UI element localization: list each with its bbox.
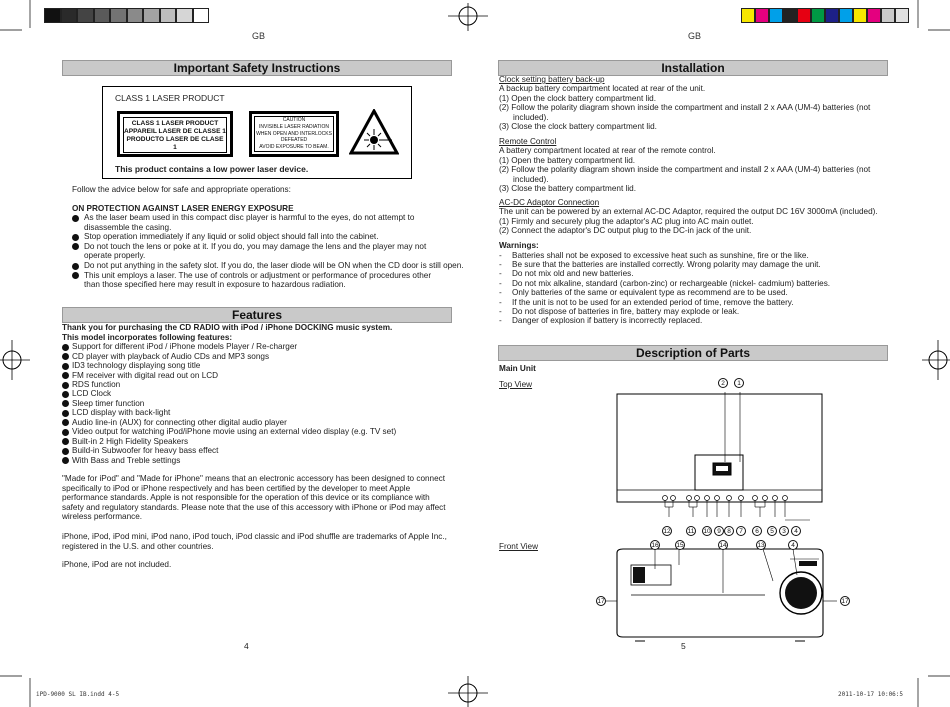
made-for-line: safety and regulatory standards. Please note that the use of this accessory with iPhone or iPod may affect	[62, 502, 446, 512]
clock-line: (3) Close the clock battery compartment lid.	[499, 122, 657, 131]
feature-item: FM receiver with digital read out on LCD	[72, 370, 219, 380]
features-intro-2: This model incorporates following features:	[62, 332, 233, 342]
warning-item: Do not mix old and new batteries.	[512, 269, 634, 279]
features-section-header: Features	[62, 307, 452, 323]
features-intro-1: Thank you for purchasing the CD RADIO with iPod / iPhone DOCKING music system.	[62, 323, 393, 332]
feature-item: CD player with playback of Audio CDs and MP3 songs	[72, 351, 270, 361]
safety-section-header: Important Safety Instructions	[62, 60, 452, 76]
warning-item: Only batteries of the same or equivalent type as recommend are to be used.	[512, 288, 788, 298]
laser-class-label: CLASS 1 LASER PRODUCT	[115, 93, 225, 103]
protection-item-line: As the laser beam used in this compact disc player is harmful to the eyes, do not attempt to	[84, 213, 415, 222]
callout-4-front: 4	[788, 540, 798, 550]
feature-item: ID3 technology displaying song title	[72, 361, 201, 371]
bullet-dot	[62, 363, 69, 370]
gray-swatch	[110, 8, 127, 23]
bullet-dot	[62, 344, 69, 351]
protection-title: ON PROTECTION AGAINST LASER ENERGY EXPOSURE	[72, 204, 294, 213]
warning-dash: -	[499, 288, 502, 298]
color-swatch	[867, 8, 881, 23]
clock-backup-title: Clock setting battery back-up	[499, 75, 605, 84]
warning-dash: -	[499, 297, 502, 307]
color-swatch	[769, 8, 783, 23]
warning-item: Danger of explosion if battery is incorrectly replaced.	[512, 316, 703, 326]
gray-swatch	[193, 8, 210, 23]
color-swatch	[853, 8, 867, 23]
gray-swatch	[127, 8, 144, 23]
callout-6: 6	[752, 526, 762, 536]
gray-swatch	[61, 8, 78, 23]
laser-caution-sticker	[249, 111, 339, 157]
made-for-line: wireless performance.	[62, 512, 143, 521]
laser-class-line-fr: APPAREIL LASER DE CLASSE 1	[124, 128, 226, 135]
bullet-dot	[62, 382, 69, 389]
top-view-label: Top View	[499, 380, 533, 389]
bullet-dot	[62, 429, 69, 436]
warnings-title: Warnings:	[499, 241, 539, 250]
protection-item-line: Do not put anything in the safety slot. If you do, the laser diode will be ON when the CD door is still open.	[84, 261, 464, 270]
color-swatch	[881, 8, 895, 23]
bullet-dot	[62, 410, 69, 417]
front-view-diagram	[595, 545, 840, 645]
acdc-title: AC-DC Adaptor Connection	[499, 198, 600, 207]
color-swatch	[839, 8, 853, 23]
warning-dash: -	[499, 250, 502, 260]
protection-item-line: operate properly.	[84, 251, 146, 261]
callout-4: 4	[791, 526, 801, 536]
callout-17-left: 17	[597, 598, 605, 605]
callout-12: 12	[663, 528, 671, 535]
bullet-dot	[62, 372, 69, 379]
gray-swatch	[143, 8, 160, 23]
bullet-dot	[72, 215, 79, 222]
callout-14: 14	[719, 542, 727, 549]
remote-line: A battery compartment located at rear of the remote control.	[499, 146, 716, 156]
laser-hazard-icon	[349, 109, 399, 155]
color-swatch	[895, 8, 909, 23]
callout-11: 11	[687, 528, 695, 535]
warning-dash: -	[499, 260, 502, 269]
color-swatch	[741, 8, 755, 23]
color-swatch	[783, 8, 797, 23]
gray-swatch	[44, 8, 61, 23]
made-for-line: specifically to iPod or iPhone respectively and has been certified by the developer to meet Apple	[62, 483, 411, 493]
feature-item: Support for different iPod / iPhone models Player / Re-charger	[72, 342, 298, 352]
callout-1: 1	[734, 378, 744, 388]
laser-class-sticker	[117, 111, 233, 157]
callout-3: 3	[779, 526, 789, 536]
color-swatch	[755, 8, 769, 23]
remote-control-title: Remote Control	[499, 137, 557, 146]
warning-item: If the unit is not to be used for an extended period of time, remove the battery.	[512, 297, 794, 307]
warning-dash: -	[499, 278, 502, 288]
callout-16: 16	[651, 542, 659, 549]
warning-item: Be sure that the batteries are installed correctly. Wrong polarity may damage the unit.	[512, 260, 821, 269]
trademarks-line: iPhone, iPod, iPod mini, iPod nano, iPod touch, iPod classic and iPod shuffle are trademarks of Apple Inc.,	[62, 532, 447, 541]
warning-item: Do not mix alkaline, standard (carbon-zinc) or rechargeable (nickel- cadmium) batteries.	[512, 278, 831, 288]
warning-dash: -	[499, 269, 502, 279]
gray-swatch	[160, 8, 177, 23]
callout-2: 2	[718, 378, 728, 388]
feature-item: Audio line-in (AUX) for connecting other digital audio player	[72, 417, 287, 427]
caution-line-1: CAUTION	[282, 117, 306, 123]
feature-item: Video output for watching iPod/iPhone movie using an external video display (e.g. TV set)	[72, 427, 397, 437]
footer-date: 2011-10-17 10:06:5	[838, 691, 904, 698]
main-unit-label: Main Unit	[499, 364, 536, 373]
bullet-dot	[62, 448, 69, 455]
laser-warning-panel	[102, 86, 412, 179]
protection-item-line: Stop operation immediately if any liquid or solid object should fall into the cabinet.	[84, 232, 379, 242]
laser-class-line-en: CLASS 1 LASER PRODUCT	[131, 120, 219, 127]
page-language-left: GB	[252, 31, 266, 41]
color-swatch	[811, 8, 825, 23]
callout-10: 10	[703, 528, 711, 535]
warning-item: Batteries shall not be exposed to excessive heat such as sunshine, fire or the like.	[512, 250, 809, 260]
feature-item: Built-in 2 High Fidelity Speakers	[72, 436, 189, 446]
remote-line: (3) Close the battery compartment lid.	[499, 184, 636, 193]
gray-swatch	[94, 8, 111, 23]
clock-line: (1) Open the clock battery compartment lid.	[499, 93, 656, 103]
callout-17-right: 17	[841, 598, 849, 605]
installation-section-header: Installation	[498, 60, 888, 76]
feature-item: LCD Clock	[72, 389, 112, 399]
feature-item: With Bass and Treble settings	[72, 455, 181, 465]
remote-line: included).	[513, 174, 549, 184]
advice-text: Follow the advice below for safe and appropriate operations:	[72, 185, 291, 194]
acdc-line: (2) Connect the adaptor's DC output plug to the DC-in jack of the unit.	[499, 226, 752, 236]
remote-line: (1) Open the battery compartment lid.	[499, 155, 636, 165]
gray-swatch	[176, 8, 193, 23]
callout-15: 15	[676, 542, 684, 549]
bullet-dot	[72, 263, 79, 270]
caution-line-5: AVOID EXPOSURE TO BEAM.	[259, 144, 329, 151]
callout-9: 9	[714, 526, 724, 536]
footer-file-name: iPD-9000 SL IB.indd 4-5	[36, 691, 120, 698]
warning-dash: -	[499, 316, 502, 326]
page-number-left: 4	[244, 641, 249, 651]
warning-dash: -	[499, 307, 502, 316]
page-language-right: GB	[688, 31, 702, 41]
callout-5: 5	[767, 526, 777, 536]
protection-item-line: Do not touch the lens or poke at it. If you do, you may damage the lens and the player may not	[84, 241, 427, 251]
parts-section-header: Description of Parts	[498, 345, 888, 361]
bullet-dot	[62, 391, 69, 398]
callout-8: 8	[724, 526, 734, 536]
callout-7: 7	[736, 526, 746, 536]
feature-item: RDS function	[72, 380, 121, 389]
caution-line-3: WHEN OPEN AND INTERLOCKS	[256, 130, 332, 137]
clock-line: included).	[513, 112, 549, 122]
top-view-diagram	[595, 390, 840, 540]
made-for-line: performance standards. Apple is not responsible for the operation of this device or its compliance with	[62, 493, 430, 502]
feature-item: LCD display with back-light	[72, 408, 171, 418]
warning-item: Do not dispose of batteries in fire, battery may explode or leak.	[512, 307, 740, 316]
front-view-label: Front View	[499, 542, 538, 551]
bullet-dot	[72, 234, 79, 241]
laser-warning-bottom-text: This product contains a low power laser device.	[115, 164, 309, 174]
remote-line: (2) Follow the polarity diagram shown inside the compartment and install 2 x AAA (UM-4) batteries (not	[499, 165, 871, 175]
callout-13: 13	[757, 542, 765, 549]
protection-item-line: This unit employs a laser. The use of controls or adjustment or performance of procedures other	[84, 270, 432, 280]
acdc-line: The unit can be powered by an external AC-DC Adaptor, required the output DC 16V 3000mA (included).	[499, 207, 878, 217]
feature-item: Sleep timer function	[72, 398, 145, 408]
caution-line-4: DEFEATED	[280, 137, 308, 144]
gray-swatch	[77, 8, 94, 23]
protection-item-line: than those specified here may result in exposure to hazardous radiation.	[84, 280, 346, 290]
caution-line-2: INVISIBLE LASER RADIATION	[259, 123, 329, 130]
color-swatch	[797, 8, 811, 23]
color-swatch	[825, 8, 839, 23]
page-number-right: 5	[681, 641, 686, 651]
made-for-line: "Made for iPod" and "Made for iPhone" means that an electronic accessory has been designed to connect	[62, 474, 446, 483]
feature-item: Build-in Subwoofer for heavy bass effect	[72, 446, 219, 456]
clock-line: A backup battery compartment located at rear of the unit.	[499, 84, 706, 94]
trademarks-line: registered in the U.S. and other countries.	[62, 541, 214, 551]
protection-item-line: disassemble the casing.	[84, 222, 172, 232]
acdc-line: (1) Firmly and securely plug the adaptor's AC plug into AC main outlet.	[499, 216, 754, 226]
laser-class-line-es: PRODUCTO LASER DE CLASE 1	[126, 136, 224, 151]
clock-line: (2) Follow the polarity diagram shown inside the compartment and install 2 x AAA (UM-4) batteries (not	[499, 103, 871, 113]
not-included-text: iPhone, iPod are not included.	[62, 560, 172, 569]
